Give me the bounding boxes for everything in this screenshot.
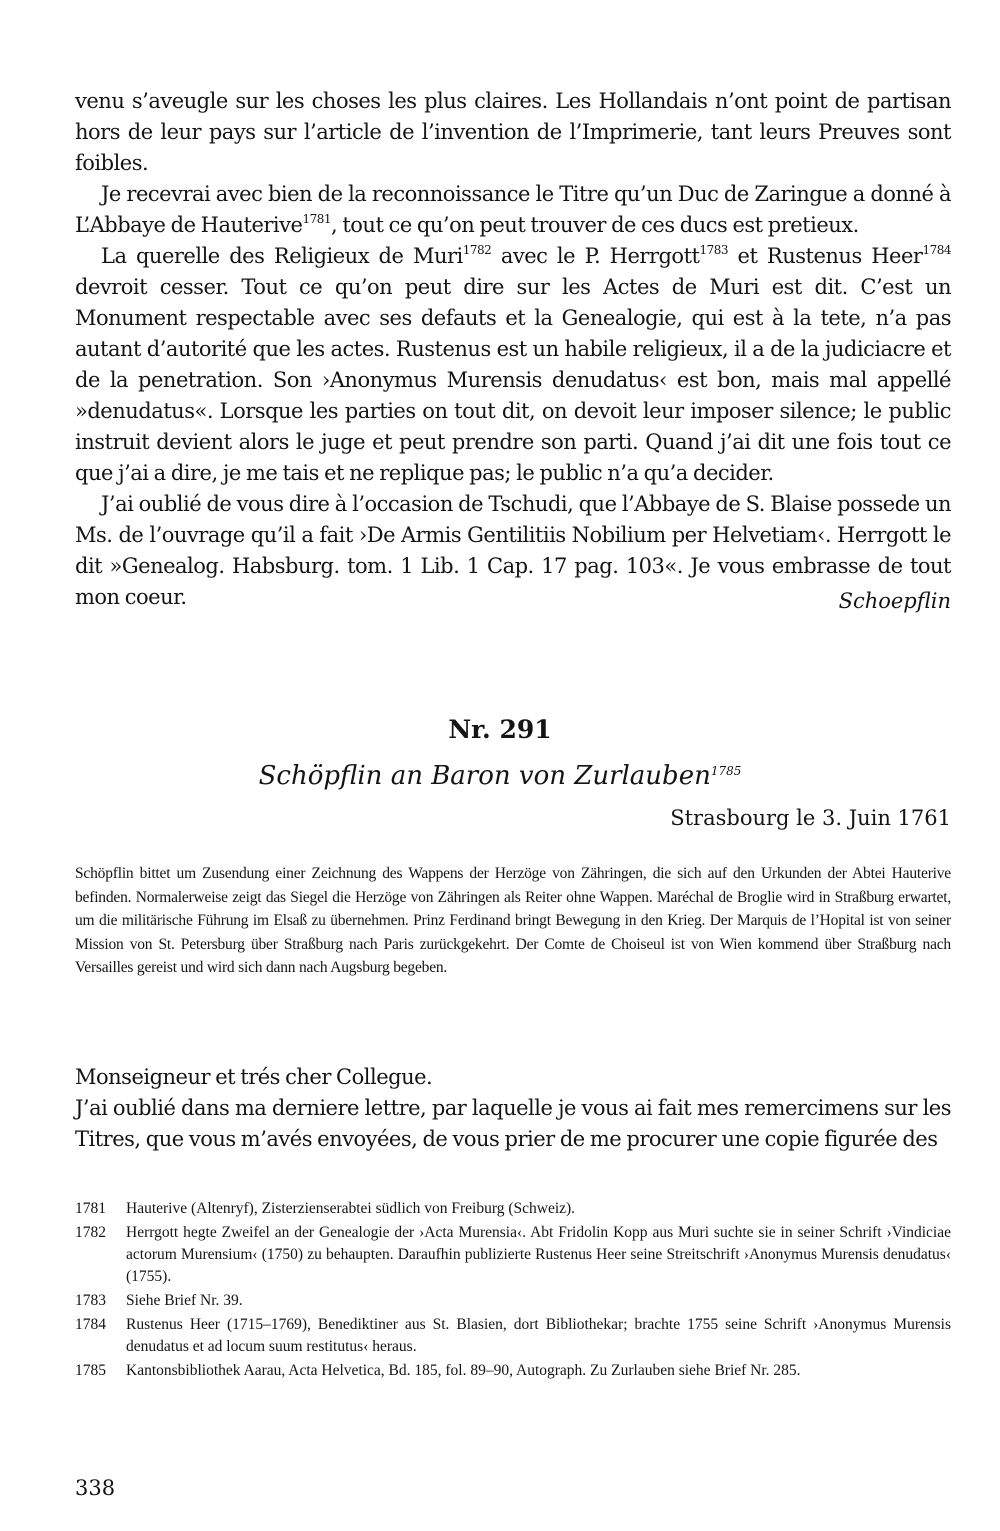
footnote-ref: 1783	[699, 243, 728, 257]
footnote-number: 1781	[75, 1200, 106, 1217]
footnote-text: Kantonsbibliothek Aarau, Acta Helvetica, Bd. 185, fol. 89–90, Autograph. Zu Zurlauben siehe Brief Nr. 285.	[126, 1362, 801, 1379]
heading-text: Schöpflin an Baron von Zurlauben	[258, 761, 711, 791]
text-segment: La querelle des Religieux de Muri	[101, 244, 463, 268]
letter-heading	[0, 759, 1000, 793]
footnote	[75, 1198, 951, 1220]
footnotes	[75, 1198, 951, 1384]
footnote	[75, 1360, 951, 1382]
letter-summary: Schöpflin bittet um Zusendung einer Zeichnung des Wappens der Herzöge von Zähringen, die sich auf den Urkunden der Abtei Hauterive befinden. Normalerweise zeigt das Siegel die Herzöge von Zähringen als Reiter ohne Wappen. Maréchal de Broglie wird in Straßburg erwartet, um die militärische Führung im Elsaß zu übernehmen. Prinz Ferdinand bringt Bewegung in den Krieg. Der Marquis de l’Hopital ist von seiner Mission von St. Petersburg über Straßburg nach Paris zurückgekehrt. Der Comte de Choiseul ist von Wien kommend über Straßburg nach Versailles gereist und wird sich dann nach Augsburg begeben.	[75, 865, 951, 976]
salutation: Monseigneur et trés cher Collegue.	[75, 1065, 433, 1089]
page-number: 338	[75, 1476, 116, 1500]
text-segment: avec le P. Herrgott	[491, 244, 700, 268]
footnote-ref: 1785	[710, 764, 742, 778]
place-date: Strasbourg le 3. Juin 1761	[670, 806, 951, 830]
letter-number: Nr. 291	[448, 715, 552, 744]
footnote	[75, 1290, 951, 1312]
footnote-text: Siehe Brief Nr. 39.	[126, 1292, 243, 1309]
footnote-number: 1782	[75, 1224, 106, 1241]
footnote-ref: 1781	[302, 212, 331, 226]
text-segment: devroit cesser. Tout ce qu’on peut dire sur les Actes de Muri est dit. C’est un Monument respectable avec ses defauts et la Genealogie, qui est à la tete, n’a pas autant d’autorité que les actes. Rustenus est un habile religieux, il a de la judiciacre et de la penetration. Son ›Anonymus Murensis denudatus‹ est bon, mais mal appellé »denudatus«. Lorsque les parties on tout dit, on devoit leur imposer silence; le public instruit devient alors le juge et peut prendre son parti. Quand j’ai dit une fois tout ce que j’ai a dire, je me tais et ne replique pas; le public n’a qu’a decider.	[75, 275, 951, 485]
paragraph: J’ai oublié de vous dire à l’occasion de Tschudi, que l’Abbaye de S. Blaise possede un Ms. de l’ouvrage qu’il a fait ›De Armis Gentilitiis Nobilium per Helvetiam‹. Herrgott le dit »Genealog. Habsburg. tom. 1 Lib. 1 Cap. 17 pag. 103«. Je vous embrasse de tout mon coeur.	[75, 492, 951, 609]
footnote-text: Hauterive (Altenryf), Zisterzienserabtei südlich von Freiburg (Schweiz).	[126, 1200, 576, 1217]
previous-letter-text	[75, 86, 951, 613]
paragraph	[75, 241, 951, 489]
paragraph	[75, 179, 951, 241]
footnote-ref: 1784	[922, 243, 952, 257]
footnote	[75, 1314, 951, 1358]
text-segment: , tout ce qu’on peut trouver de ces ducs est pretieux.	[331, 213, 859, 237]
paragraph: J’ai oublié dans ma derniere lettre, par laquelle je vous ai fait mes remercimens sur les Titres, que vous m’avés envoyées, de vous prier de me procurer une copie figurée des	[75, 1096, 951, 1151]
footnote-ref: 1782	[462, 243, 492, 257]
text-segment: et Rustenus Heer	[728, 244, 923, 268]
footnote-text: Herrgott hegte Zweifel an der Genealogie der ›Acta Murensia‹. Abt Fridolin Kopp aus Muri suchte sie in seiner Schrift ›Vindiciae actorum Murensium‹ (1750) zu behaupten. Daraufhin publizierte Rustenus Heer seine Streitschrift ›Anonymus Murensis denudatus‹ (1755).	[126, 1224, 951, 1285]
paragraph: venu s’aveugle sur les choses les plus claires. Les Hollandais n’ont point de partisan hors de leur pays sur l’article de l’invention de l’Imprimerie, tant leurs Preuves sont foibles.	[75, 89, 951, 175]
footnote-number: 1783	[75, 1292, 106, 1309]
footnote	[75, 1222, 951, 1288]
footnote-number: 1784	[75, 1316, 106, 1333]
text-segment: Je recevrai avec bien de la reconnoissance le Titre qu’un Duc de Zaringue a donné à L’Abbaye de Hauterive	[75, 182, 951, 237]
footnote-text: Rustenus Heer (1715–1769), Benediktiner aus St. Blasien, dort Bibliothekar; brachte 1755 seine Schrift ›Anonymus Murensis denudatus et ad locum suum restitutus‹ heraus.	[126, 1316, 951, 1355]
letter-body	[75, 1062, 951, 1155]
signature: Schoepflin	[838, 589, 951, 613]
footnote-number: 1785	[75, 1362, 106, 1379]
